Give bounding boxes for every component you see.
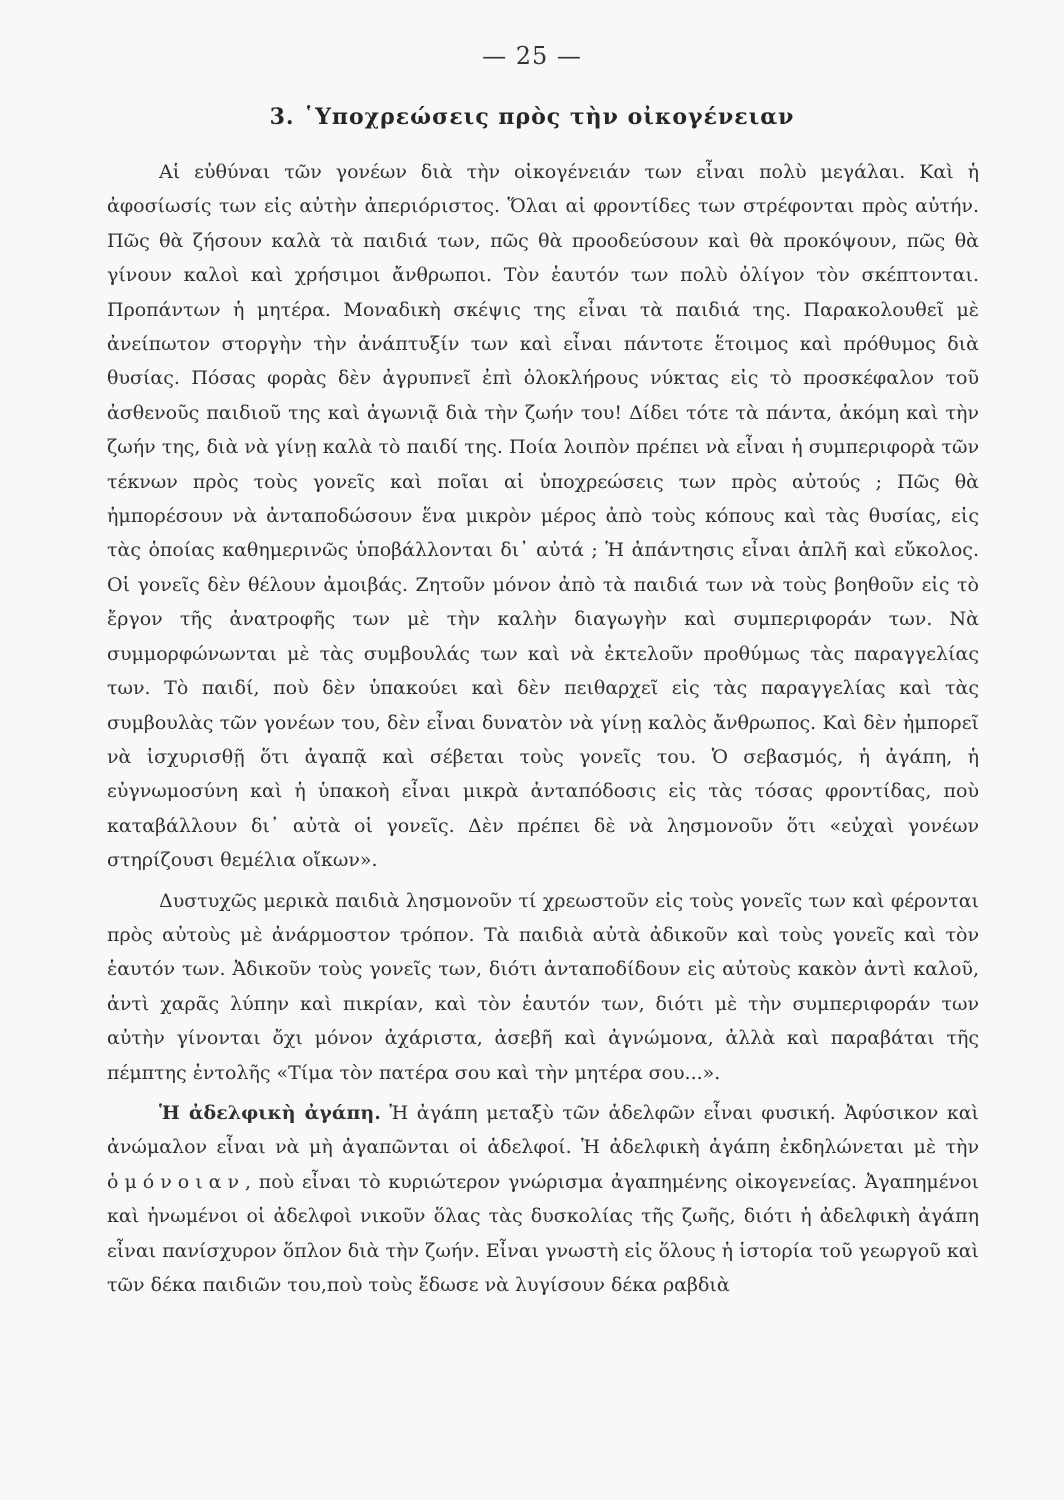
paragraph-ungrateful-children: Δυστυχῶς μερικὰ παιδιὰ λησμονοῦν τί χρεωστοῦν εἰς τοὺς γονεῖς των καὶ φέρονται πρὸς αὐτοὺς μὲ ἀνάρμοστον τρόπον. Τὰ παιδιὰ αὐτὰ ἀδικοῦν καὶ τοὺς γονεῖς καὶ τὸν ἑαυτόν των. Ἀδικοῦν τοὺς γονεῖς των, διότι ἀνταποδίδουν εἰς αὐτοὺς κακὸν ἀντὶ καλοῦ, ἀντὶ χαρᾶς λύπην καὶ πικρίαν, καὶ τὸν ἑαυτόν των, διότι μὲ τὴν συμπεριφοράν των αὐτὴν γίνονται ὄχι μόνον ἀχάριστα, ἀσεβῆ καὶ ἀγνώμονα, ἀλλὰ καὶ παραβάται τῆς πέμπτης ἐντολῆς «Τίμα τὸν πατέρα σου καὶ τὴν μητέρα σου...». [107, 889, 979, 1084]
paragraph-text-part1: Ἡ ἀγάπη μεταξὺ τῶν ἀδελφῶν εἶναι φυσική. Ἀφύσικον καὶ ἀνώμαλον εἶναι νὰ μὴ ἀγαπῶνται οἱ ἀδελφοί. Ἡ ἀδελφικὴ ἀγάπη ἐκδηλώνεται μὲ τὴν [107, 1101, 979, 1159]
paragraph-text-part2: , ποὺ εἶναι τὸ κυριώτερον γνώρισμα ἀγαπημένης οἰκογενείας. Ἀγαπημένοι καὶ ἡνωμένοι οἱ ἀδελφοὶ νικοῦν ὅλας τὰς δυσκολίας τῆς ζωῆς, διότι ἡ ἀδελφικὴ ἀγάπη εἶναι πανίσχυρον ὅπλον διὰ τὴν ζωήν. Εἶναι γνωστὴ εἰς ὅλους ἡ ἱστορία τοῦ γεωργοῦ καὶ τῶν δέκα παιδιῶν του,ποὺ τοὺς ἔδωσε νὰ λυγίσουν δέκα ραβδιὰ [107, 1170, 979, 1296]
paragraph-sibling-love [107, 1096, 979, 1302]
inline-heading-sibling-love: Ἡ ἀδελφικὴ ἀγάπη. [159, 1101, 381, 1124]
chapter-title: 3. ῾Υποχρεώσεις πρὸς τὴν οἰκογένειαν [269, 104, 795, 130]
page-number: — 25 — [482, 42, 582, 70]
body-text [107, 155, 979, 1302]
paragraph-parental-duties: Αἱ εὐθύναι τῶν γονέων διὰ τὴν οἰκογένειάν των εἶναι πολὺ μεγάλαι. Καὶ ἡ ἀφοσίωσίς των εἰς αὐτὴν ἀπεριόριστος. Ὅλαι αἱ φροντίδες των στρέφονται πρὸς αὐτήν. Πῶς θὰ ζήσουν καλὰ τὰ παιδιά των, πῶς θὰ προοδεύσουν καὶ θὰ προκόψουν, πῶς θὰ γίνουν καλοὶ καὶ χρήσιμοι ἄνθρωποι. Τὸν ἑαυτόν των πολὺ ὀλίγον τὸν σκέπτονται. Προπάντων ἡ μητέρα. Μοναδικὴ σκέψις της εἶναι τὰ παιδιά της. Παρακολουθεῖ μὲ ἀνείπωτον στοργὴν τὴν ἀνάπτυξίν των καὶ εἶναι πάντοτε ἕτοιμος καὶ πρόθυμος διὰ θυσίας. Πόσας φορὰς δὲν ἀγρυπνεῖ ἐπὶ ὁλοκλήρους νύκτας εἰς τὸ προσκέφαλον τοῦ ἀσθενοῦς παιδιοῦ της καὶ ἀγωνιᾷ διὰ τὴν ζωήν του! Δίδει τότε τὰ πάντα, ἀκόμη καὶ τὴν ζωήν της, διὰ νὰ γίνῃ καλὰ τὸ παιδί της. Ποία λοιπὸν πρέπει νὰ εἶναι ἡ συμπεριφορὰ τῶν τέκνων πρὸς τοὺς γονεῖς καὶ ποῖαι αἱ ὑποχρεώσεις των πρὸς αὐτούς ; Πῶς θὰ ἠμπορέσουν νὰ ἀνταποδώσουν ἕνα μικρὸν μέρος ἀπὸ τοὺς κόπους καὶ τὰς θυσίας, εἰς τὰς ὁποίας καθημερινῶς ὑποβάλλονται δι᾽ αὐτά ; Ἡ ἀπάντησις εἶναι ἁπλῆ καὶ εὔκολος. Οἱ γονεῖς δὲν θέλουν ἀμοιβάς. Ζητοῦν μόνον ἀπὸ τὰ παιδιά των νὰ τοὺς βοηθοῦν εἰς τὸ ἔργον τῆς ἀνατροφῆς των μὲ τὴν καλὴν διαγωγὴν καὶ συμπεριφοράν των. Νὰ συμμορφώνωνται μὲ τὰς συμβουλάς των καὶ νὰ ἐκτελοῦν προθύμως τὰς παραγγελίας των. Τὸ παιδί, ποὺ δὲν ὑπακούει καὶ δὲν πειθαρχεῖ εἰς τὰς παραγγελίας καὶ τὰς συμβουλὰς τῶν γονέων του, δὲν εἶναι δυνατὸν νὰ γίνῃ καλὸς ἄνθρωπος. Καὶ δὲν ἠμπορεῖ νὰ ἰσχυρισθῇ ὅτι ἀγαπᾷ καὶ σέβεται τοὺς γονεῖς του. Ὁ σεβασμός, ἡ ἀγάπη, ἡ εὐγνωμοσύνη καὶ ἡ ὑπακοὴ εἶναι μικρὰ ἀνταπόδοσις εἰς τὰς τόσας φροντίδας, ποὺ καταβάλλουν δι᾽ αὐτὰ οἱ γονεῖς. Δὲν πρέπει δὲ νὰ λησμονοῦν ὅτι «εὐχαὶ γονέων στηρίζουσι θεμέλια οἴκων». [107, 161, 979, 872]
emphasized-word: ὁμόνοιαν [107, 1170, 246, 1193]
